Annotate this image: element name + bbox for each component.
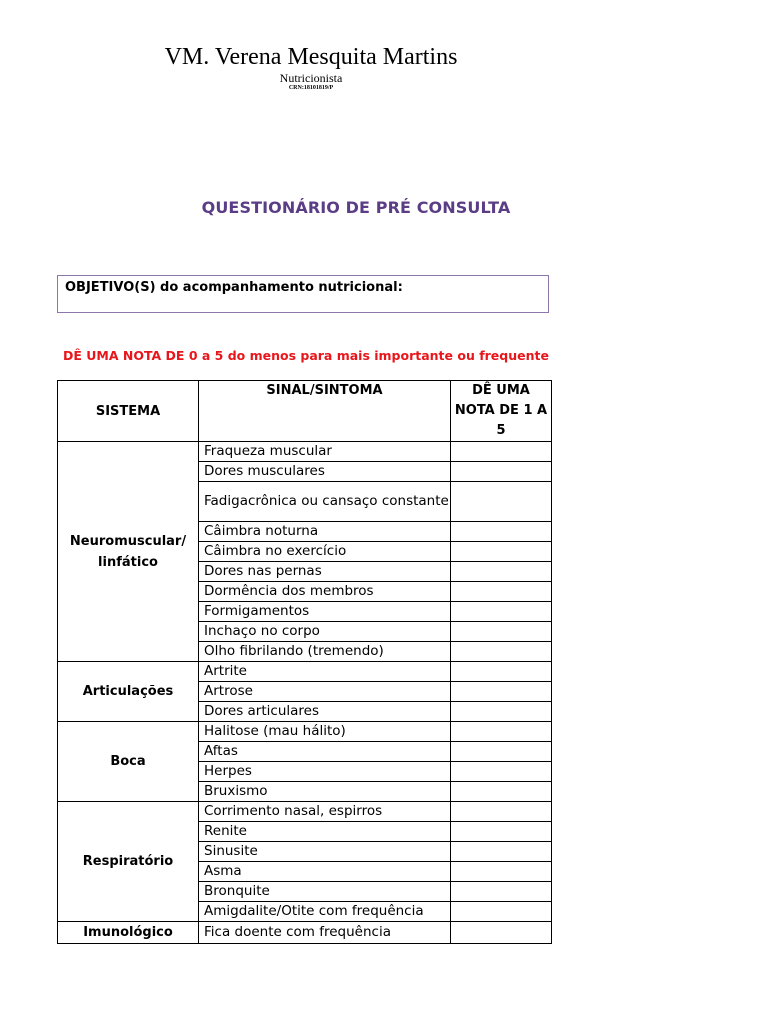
symptom-cell: Câimbra no exercício xyxy=(199,542,451,562)
header-system: SISTEMA xyxy=(58,381,199,442)
symptom-table xyxy=(57,380,552,944)
symptom-cell: Herpes xyxy=(199,762,451,782)
system-cell: Imunológico xyxy=(58,922,199,944)
score-cell[interactable] xyxy=(451,562,552,582)
score-cell[interactable] xyxy=(451,742,552,762)
symptom-cell: Dores musculares xyxy=(199,462,451,482)
symptom-cell: Renite xyxy=(199,822,451,842)
nutritionist-name: VM. Verena Mesquita Martins xyxy=(164,44,458,70)
score-cell[interactable] xyxy=(451,722,552,742)
symptom-cell: Olho fibrilando (tremendo) xyxy=(199,642,451,662)
symptom-cell: Bronquite xyxy=(199,882,451,902)
objective-label: OBJETIVO(S) do acompanhamento nutricional: xyxy=(65,280,403,295)
symptom-cell: Artrite xyxy=(199,662,451,682)
symptom-cell: Artrose xyxy=(199,682,451,702)
system-cell: Boca xyxy=(58,722,199,802)
table-row xyxy=(58,922,552,944)
symptom-cell: Amigdalite/Otite com frequência xyxy=(199,902,451,922)
symptom-cell: Aftas xyxy=(199,742,451,762)
rating-instruction: DÊ UMA NOTA DE 0 a 5 do menos para mais importante ou frequente xyxy=(63,348,549,363)
score-cell[interactable] xyxy=(451,542,552,562)
table-row xyxy=(58,722,552,742)
symptom-cell: Inchaço no corpo xyxy=(199,622,451,642)
score-cell[interactable] xyxy=(451,882,552,902)
objective-field[interactable] xyxy=(57,275,549,313)
score-cell[interactable] xyxy=(451,802,552,822)
symptom-cell: Dores nas pernas xyxy=(199,562,451,582)
table-row xyxy=(58,442,552,462)
system-cell: Respiratório xyxy=(58,802,199,922)
score-cell[interactable] xyxy=(451,622,552,642)
symptom-cell: Asma xyxy=(199,862,451,882)
score-cell[interactable] xyxy=(451,862,552,882)
score-cell[interactable] xyxy=(451,702,552,722)
table-header-row xyxy=(58,381,552,442)
system-cell: Neuromuscular/ linfático xyxy=(58,442,199,662)
score-cell[interactable] xyxy=(451,782,552,802)
score-cell[interactable] xyxy=(451,662,552,682)
score-cell[interactable] xyxy=(451,642,552,662)
score-cell[interactable] xyxy=(451,902,552,922)
symptom-cell: Bruxismo xyxy=(199,782,451,802)
score-cell[interactable] xyxy=(451,522,552,542)
score-cell[interactable] xyxy=(451,762,552,782)
symptom-cell: Sinusite xyxy=(199,842,451,862)
score-cell[interactable] xyxy=(451,462,552,482)
score-cell[interactable] xyxy=(451,682,552,702)
symptom-cell: Halitose (mau hálito) xyxy=(199,722,451,742)
header-symptom: SINAL/SINTOMA xyxy=(199,381,451,442)
symptom-cell: Formigamentos xyxy=(199,602,451,622)
header-score: DÊ UMA NOTA DE 1 A 5 xyxy=(451,381,552,442)
symptom-cell: Dores articulares xyxy=(199,702,451,722)
score-cell[interactable] xyxy=(451,922,552,944)
table-row xyxy=(58,802,552,822)
letterhead xyxy=(150,42,472,92)
symptom-cell: Fica doente com frequência xyxy=(199,922,451,944)
nutritionist-crn: CRN:18101819/P xyxy=(288,85,334,91)
symptom-cell: Câimbra noturna xyxy=(199,522,451,542)
score-cell[interactable] xyxy=(451,842,552,862)
symptom-cell: Fadigacrônica ou cansaço constante xyxy=(199,482,451,522)
symptom-cell: Dormência dos membros xyxy=(199,582,451,602)
score-cell[interactable] xyxy=(451,482,552,522)
score-cell[interactable] xyxy=(451,822,552,842)
score-cell[interactable] xyxy=(451,602,552,622)
nutritionist-role: Nutricionista xyxy=(279,71,343,85)
symptom-cell: Corrimento nasal, espirros xyxy=(199,802,451,822)
page-title: QUESTIONÁRIO DE PRÉ CONSULTA xyxy=(201,198,511,217)
system-cell: Articulações xyxy=(58,662,199,722)
table-row xyxy=(58,662,552,682)
symptom-cell: Fraqueza muscular xyxy=(199,442,451,462)
score-cell[interactable] xyxy=(451,582,552,602)
score-cell[interactable] xyxy=(451,442,552,462)
